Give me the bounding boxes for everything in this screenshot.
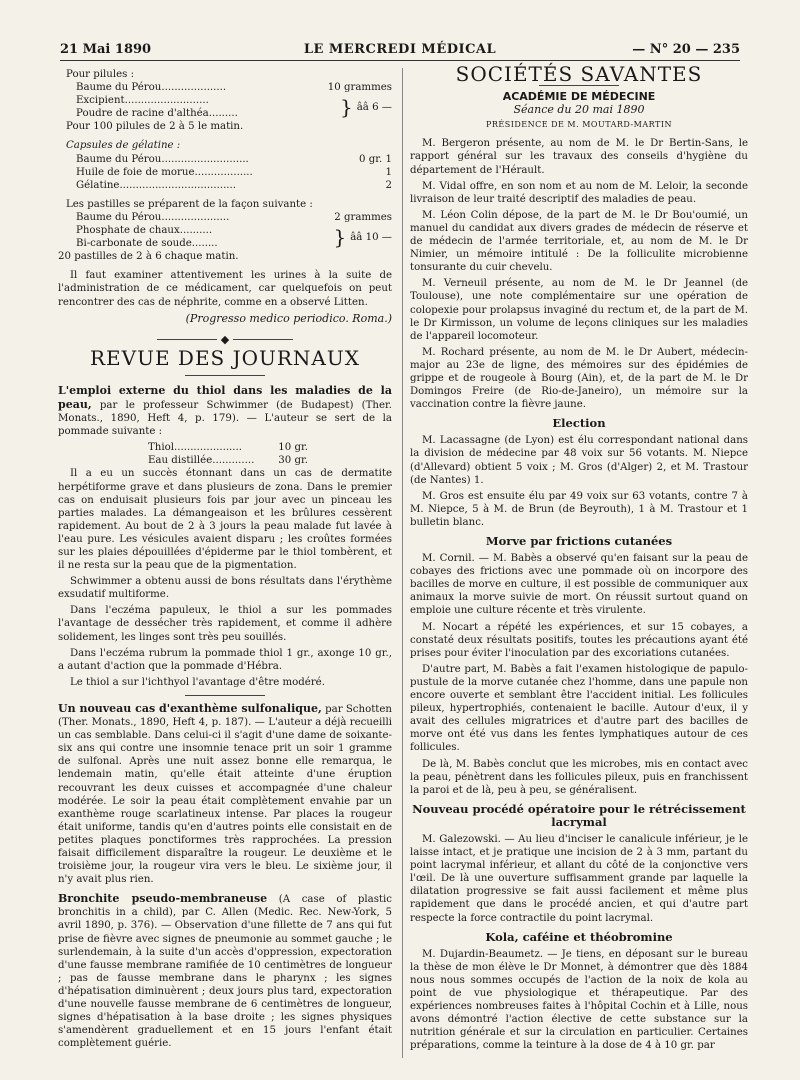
ornament-divider (58, 333, 392, 346)
paragraph: M. Lacassagne (de Lyon) est élu correspondant national dans la division de médecine par 48 voix sur 56 votants. M. Niepce (d'Allevard) obtient 5 voix ; M. Gros (d'Alger) 2, et M. Trastour (de Nantes) 1. (410, 435, 748, 486)
paragraph: M. Galezowski. — Au lieu d'inciser le canalicule inférieur, je le laisse intact, et je pratique une incision de 2 à 3 mm, partant du point lacrymal inférieur, et allant du côté de la conjonctive vers l'œil. De là une ouverture suffisamment grande par laquelle la dilatation progressive se fait aussi facilement et même plus rapidement que dans le procédé ancien, et qui d'autre part respecte la force contractile du point lacrymal. (410, 833, 748, 924)
section-heading-morve: Morve par frictions cutanées (485, 534, 673, 548)
dose-row: Thiol..................... 10 gr. (148, 442, 308, 454)
article-title: L'emploi externe du thiol dans les maladies de la peau, (58, 383, 392, 411)
paragraph: M. Léon Colin dépose, de la part de M. le Dr Bou'oumié, un manuel du candidat aux divers grades de médecin de réserve et de médecin de l'armée territoriale, et, au nom de M. le Dr Nimier, un mémoire intitulé : De la folliculite microbienne tonsurante du cuir chevelu. (410, 209, 748, 274)
paragraph: M. Bergeron présente, au nom de M. le Dr Bertin-Sans, le rapport général sur les travaux des conseils d'hygiène du département de l'Hérault. (410, 138, 748, 176)
header-date: 21 Mai 1890 (60, 42, 152, 57)
recipe-title: Les pastilles se préparent de la façon suivante : (66, 198, 313, 210)
recipe-note: Pour 100 pilules de 2 à 5 le matin. (66, 121, 244, 133)
paragraph: M. Nocart a répété les expériences, et sur 15 cobayes, a constaté deux résultats positifs, toutes les précautions ayant été prises pour éviter l'inoculation par des excoriations cutanées. (410, 621, 748, 659)
article-title: Bronchite pseudo-membraneuse (58, 892, 268, 906)
paragraph: Dans l'eczéma papuleux, le thiol a sur les pommades l'avantage de dessécher très rapidement, et comme il adhère solidement, les linges sont très peu souillés. (58, 605, 392, 643)
dose-row: Eau distillée............. 30 gr. (148, 455, 308, 467)
short-rule (185, 375, 265, 376)
section-title-societes: SOCIÉTÉS SAVANTES (455, 62, 703, 86)
article-thiol (58, 384, 392, 438)
paragraph: M. Rochard présente, au nom de M. le Dr Aubert, médecin-major au 23e de ligne, des mémoires sur des épidémies de grippe et de rougeole à Bourg (Ain), et, de la part de M. le Dr Domingos Freire (de Rio-de-Janeiro), un mémoire sur la vaccination contre la fièvre jaune. (410, 346, 748, 411)
paragraph: Dans l'eczéma rubrum la pommade thiol 1 gr., axonge 10 gr., a autant d'action que la pommade d'Hébra. (58, 647, 392, 672)
left-column (58, 68, 392, 1053)
section-heading-election: Election (552, 416, 606, 431)
section-heading-lacrymal: Nouveau procédé opératoire pour le rétrécissement lacrymal (412, 801, 746, 829)
paragraph: M. Verneuil présente, au nom de M. le Dr Jeannel (de Toulouse), une note complémentaire sur une opération de colopexie pour prolapsus invaginé du rectum et, de la part de M. le Dr Kirmisson, un volume de leçons cliniques sur les maladies de l'appareil locomoteur. (410, 278, 748, 342)
brace-glyph: } (339, 95, 353, 120)
recipe-brace-group: Phosphate de chaux.......... Bi-carbonate de soude........ } ââ 10 — (76, 225, 392, 250)
recipe-capsules (58, 139, 392, 191)
paragraph: Schwimmer a obtenu aussi de bons résultats dans l'érythème exsudatif multiforme. (58, 576, 392, 601)
recipe-row: Gélatine.................................... 2 (76, 179, 392, 191)
section-heading-kola: Kola, caféine et théobromine (485, 929, 673, 944)
short-rule (185, 695, 265, 696)
recipe-brace-group: Excipient.......................... Poudre de racine d'althéa......... } ââ 6 — (76, 95, 392, 120)
paragraph: D'autre part, M. Babès a fait l'examen histologique de papulo-pustule de la morve cutanée chez l'homme, dans une papule non encore ouverte et semblant être l'accident initial. Les follicules pileux, hypertrophiés, contenaient le bacille. Autour d'eux, il y avait des cellules migratrices et d'autre part des bacilles de morve ont été vus dans les fentes lymphatiques autour de ces follicules. (410, 663, 748, 754)
paragraph: M. Vidal offre, en son nom et au nom de M. Leloir, la seconde livraison de leur traité descriptif des maladies de peau. (410, 180, 748, 205)
paragraph: De là, M. Babès conclut que les microbes, mis en contact avec la peau, pénètrent dans les follicules pileux, puis en franchissent la paroi et de là, peu à peu, se généralisent. (410, 758, 748, 796)
paragraph: Le thiol a sur l'ichthyol l'avantage d'être modéré. (70, 676, 325, 688)
paragraph: M. Cornil. — M. Babès a observé qu'en faisant sur la peau de cobayes des frictions avec une pommade où on incorpore des bacilles de morve en culture, il est possible de communiquer aux animaux la morve suivie de mort. On réussit surtout quand on emploie une culture récente et très virulente. (410, 553, 748, 617)
header-journal-title: LE MERCREDI MÉDICAL (303, 42, 497, 57)
paragraph: Il a eu un succès étonnant dans un cas de dermatite herpétiforme grave et dans plusieurs de zona. Dans le premier cas on enduisait plusieurs fois par jour avec un pinceau les parties malades. La démangeaison et les brûlures cessèrent rapidement. Au bout de 2 à 3 jours la peau malade fut lavée à l'eau pure. Les vésicules avaient disparu ; les croûtes formées sur les plaies dépouillées d'épiderme par le thiol tombèrent, et il ne resta sur la peau que de la pigmentation. (58, 468, 392, 572)
section-title-revue: REVUE DES JOURNAUX (90, 345, 360, 370)
paragraph: Il faut examiner attentivement les urines à la suite de l'administration de ce médicament, car quelquefois on peut rencontrer des cas de néphrite, comme en a observé Litten. (58, 270, 392, 308)
recipe-pilules (58, 68, 392, 133)
page-header (60, 42, 740, 61)
paragraph: M. Gros est ensuite élu par 49 voix sur 63 votants, contre 7 à M. Niepce, 5 à M. de Brun (de Beyrouth), 1 à M. Trastour et 1 bulletin blanc. (410, 490, 748, 528)
recipe-row: Baume du Pérou.................... 10 grammes (76, 82, 392, 94)
source-citation: (Progresso medico periodico. Roma.) (185, 311, 392, 325)
header-page-number: — N° 20 — 235 (632, 42, 740, 57)
article-body: (A case of plastic bronchitis in a child), par C. Allen (Medic. Rec. New-York, 5 avril 1890, p. 376). — Observation d'une fillette de 7 ans qui fut prise de fièvre avec signes de pneumonie au sommet gauche ; le surlendemain, à la suite d'un accès d'oppression, expectoration d'une fausse membrane ramifiée de 10 centimètres de longueur ; pas de fausse membrane dans le pharynx ; les signes d'hépatisation diminuèrent ; deux jours plus tard, expectoration d'une nouvelle fausse membrane de 6 centimètres de longueur, signes d'hépatisation à la base droite ; les signes physiques s'amendèrent graduellement et en 15 jours l'enfant était complètement guérie. (58, 894, 392, 1050)
right-column (410, 62, 748, 1055)
recipe-pastilles (58, 198, 392, 263)
article-body: par Schotten (Ther. Monats., 1890, Heft 4, p. 187). — L'auteur a déjà recueilli un cas semblable. Dans celui-ci il s'agit d'une dame de soixante-six ans qui contre une insomnie tenace prit un soir 1 gramme de sulfonal. Après une nuit assez bonne elle remarqua, le lendemain matin, qu'elle était atteinte d'une éruption recouvrant les deux cuisses et accompagnée d'une chaleur modérée. Le soir la peau était complètement envahie par un exanthème rouge scarlatineux intense. Par places la rougeur était uniforme, tandis qu'en d'autres points elle consistait en de petites plaques ponctiformes très rapprochées. La pression faisait difficilement disparaître la rougeur. Le deuxième et le troisième jour, la rougeur vira vers le bleu. Le sixième jour, il n'y avait plus rien. (58, 703, 392, 886)
recipe-title: Capsules de gélatine : (66, 140, 181, 152)
article-sulfonal (58, 702, 392, 886)
academie-heading: ACADÉMIE DE MÉDECINE (502, 90, 656, 104)
presidence-line: PRÉSIDENCE DE M. MOUTARD-MARTIN (485, 120, 673, 130)
diamond-icon: ◆ (220, 332, 230, 346)
article-intro: par le professeur Schwimmer (de Budapest) (Ther. Monats., 1890, Heft 4, p. 179). — L'auteur se sert de la pommade suivante : (58, 399, 392, 438)
recipe-note: 20 pastilles de 2 à 6 chaque matin. (58, 251, 239, 263)
brace-glyph: } (333, 225, 347, 250)
column-divider (402, 68, 403, 1058)
seance-heading: Séance du 20 mai 1890 (513, 103, 645, 117)
recipe-row: Baume du Pérou........................... 0 gr. 1 (76, 153, 392, 165)
dose-table (148, 441, 308, 467)
article-bronchite (58, 892, 392, 1050)
recipe-row: Baume du Pérou..................... 2 grammes (76, 211, 392, 223)
article-title: Un nouveau cas d'exanthème sulfonalique, (58, 701, 322, 715)
paragraph: M. Dujardin-Beaumetz. — Je tiens, en déposant sur le bureau la thèse de mon élève le Dr Monnet, à démontrer que dès 1884 nous nous sommes occupés de l'action de la noix de kola au point de vue physiologique et thérapeutique. Par des expériences nombreuses faites à l'hôpital Cochin et à Lille, nous avons démontré l'action élective de cette substance sur la nutrition générale et sur la circulation en particulier. Certaines préparations, comme la teinture à la dose de 4 à 10 gr. par (410, 948, 748, 1052)
recipe-row: Huile de foie de morue.................. 1 (76, 166, 392, 178)
recipe-title: Pour pilules : (66, 69, 135, 80)
